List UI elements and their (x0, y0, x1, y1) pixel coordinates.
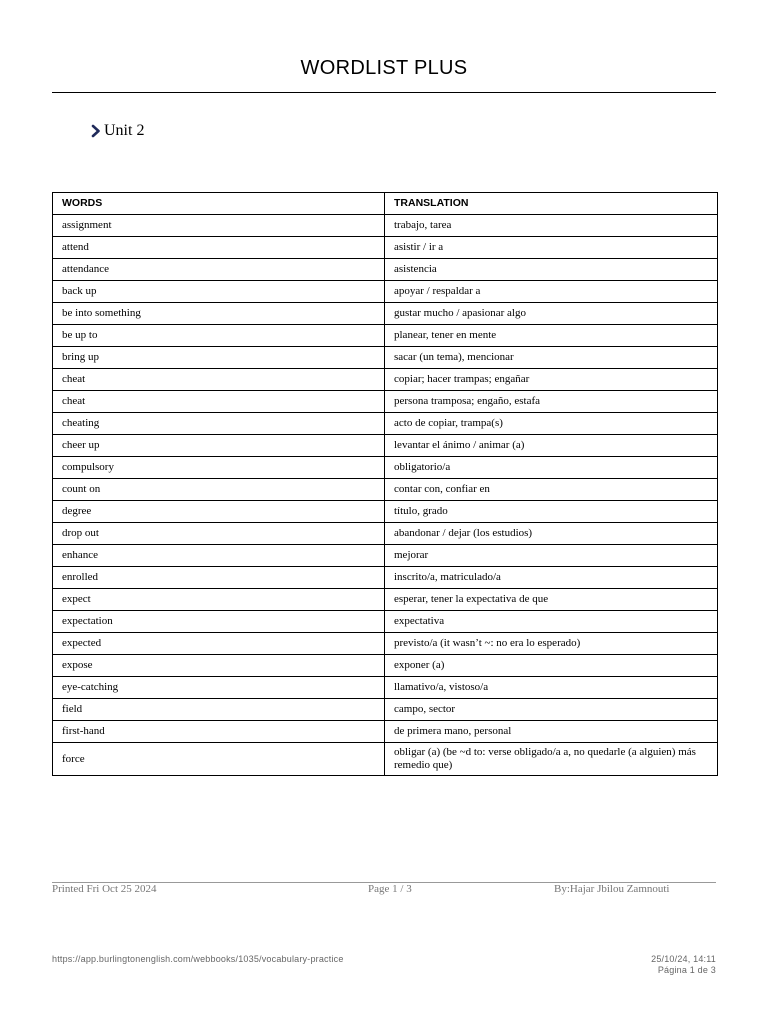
table-row (53, 721, 718, 743)
translation-cell: obligar (a) (be ~d to: verse obligado/a a, no quedarle (a alguien) más remedio que) (385, 743, 718, 776)
translation-cell: sacar (un tema), mencionar (385, 347, 718, 369)
word-cell: expect (53, 589, 385, 611)
translation-cell: acto de copiar, trampa(s) (385, 413, 718, 435)
page-title: WORDLIST PLUS (300, 57, 468, 79)
table-row (53, 501, 718, 523)
print-url: https://app.burlingtonenglish.com/webbooks/1035/vocabulary-practice (52, 954, 344, 964)
translation-cell: apoyar / respaldar a (385, 281, 718, 303)
word-cell: degree (53, 501, 385, 523)
translation-cell: contar con, confiar en (385, 479, 718, 501)
translation-cell: de primera mano, personal (385, 721, 718, 743)
column-header-words: WORDS (53, 193, 385, 215)
print-meta (651, 954, 716, 976)
translation-cell: exponer (a) (385, 655, 718, 677)
table-header-row (53, 193, 718, 215)
translation-cell: título, grado (385, 501, 718, 523)
table-row (53, 259, 718, 281)
table-row (53, 413, 718, 435)
word-cell: bring up (53, 347, 385, 369)
word-cell: cheat (53, 369, 385, 391)
table-row (53, 589, 718, 611)
table-row (53, 237, 718, 259)
word-cell: expected (53, 633, 385, 655)
word-cell: drop out (53, 523, 385, 545)
word-cell: cheer up (53, 435, 385, 457)
chevron-right-icon (90, 124, 102, 138)
translation-cell: copiar; hacer trampas; engañar (385, 369, 718, 391)
word-cell: compulsory (53, 457, 385, 479)
table-row (53, 677, 718, 699)
word-cell: be into something (53, 303, 385, 325)
table-row (53, 303, 718, 325)
word-cell: first-hand (53, 721, 385, 743)
table-row (53, 325, 718, 347)
translation-cell: planear, tener en mente (385, 325, 718, 347)
page-indicator: Page 1 / 3 (368, 883, 412, 895)
translation-cell: abandonar / dejar (los estudios) (385, 523, 718, 545)
word-cell: be up to (53, 325, 385, 347)
unit-label: Unit 2 (104, 122, 145, 139)
table-row (53, 567, 718, 589)
table-row (53, 611, 718, 633)
table-row (53, 369, 718, 391)
word-cell: attend (53, 237, 385, 259)
translation-cell: campo, sector (385, 699, 718, 721)
title-divider (52, 92, 716, 93)
word-cell: assignment (53, 215, 385, 237)
table-row (53, 215, 718, 237)
translation-cell: trabajo, tarea (385, 215, 718, 237)
translation-cell: previsto/a (it wasn’t ~: no era lo esperado) (385, 633, 718, 655)
translation-cell: obligatorio/a (385, 457, 718, 479)
table-row (53, 281, 718, 303)
word-cell: field (53, 699, 385, 721)
printed-date: Printed Fri Oct 25 2024 (52, 883, 157, 895)
word-cell: expose (53, 655, 385, 677)
word-cell: eye-catching (53, 677, 385, 699)
print-datetime: 25/10/24, 14:11 (651, 954, 716, 964)
word-cell: expectation (53, 611, 385, 633)
table-row (53, 743, 718, 776)
translation-cell: persona tramposa; engaño, estafa (385, 391, 718, 413)
table-row (53, 435, 718, 457)
author-credit: By:Hajar Jbilou Zamnouti (554, 883, 670, 895)
word-cell: cheat (53, 391, 385, 413)
print-page-number: Página 1 de 3 (657, 965, 716, 975)
table-row (53, 391, 718, 413)
table-row (53, 655, 718, 677)
table-row (53, 523, 718, 545)
table-row (53, 479, 718, 501)
translation-cell: gustar mucho / apasionar algo (385, 303, 718, 325)
word-cell: back up (53, 281, 385, 303)
word-cell: enhance (53, 545, 385, 567)
table-row (53, 699, 718, 721)
word-cell: cheating (53, 413, 385, 435)
word-cell: count on (53, 479, 385, 501)
table-row (53, 347, 718, 369)
word-cell: force (53, 743, 385, 776)
translation-cell: expectativa (385, 611, 718, 633)
table-row (53, 633, 718, 655)
unit-heading (90, 122, 144, 140)
table-row (53, 545, 718, 567)
wordlist-table (52, 192, 718, 776)
table-row (53, 457, 718, 479)
translation-cell: esperar, tener la expectativa de que (385, 589, 718, 611)
translation-cell: inscrito/a, matriculado/a (385, 567, 718, 589)
translation-cell: levantar el ánimo / animar (a) (385, 435, 718, 457)
translation-cell: asistir / ir a (385, 237, 718, 259)
translation-cell: mejorar (385, 545, 718, 567)
column-header-translation: TRANSLATION (385, 193, 718, 215)
word-cell: enrolled (53, 567, 385, 589)
word-cell: attendance (53, 259, 385, 281)
translation-cell: llamativo/a, vistoso/a (385, 677, 718, 699)
translation-cell: asistencia (385, 259, 718, 281)
